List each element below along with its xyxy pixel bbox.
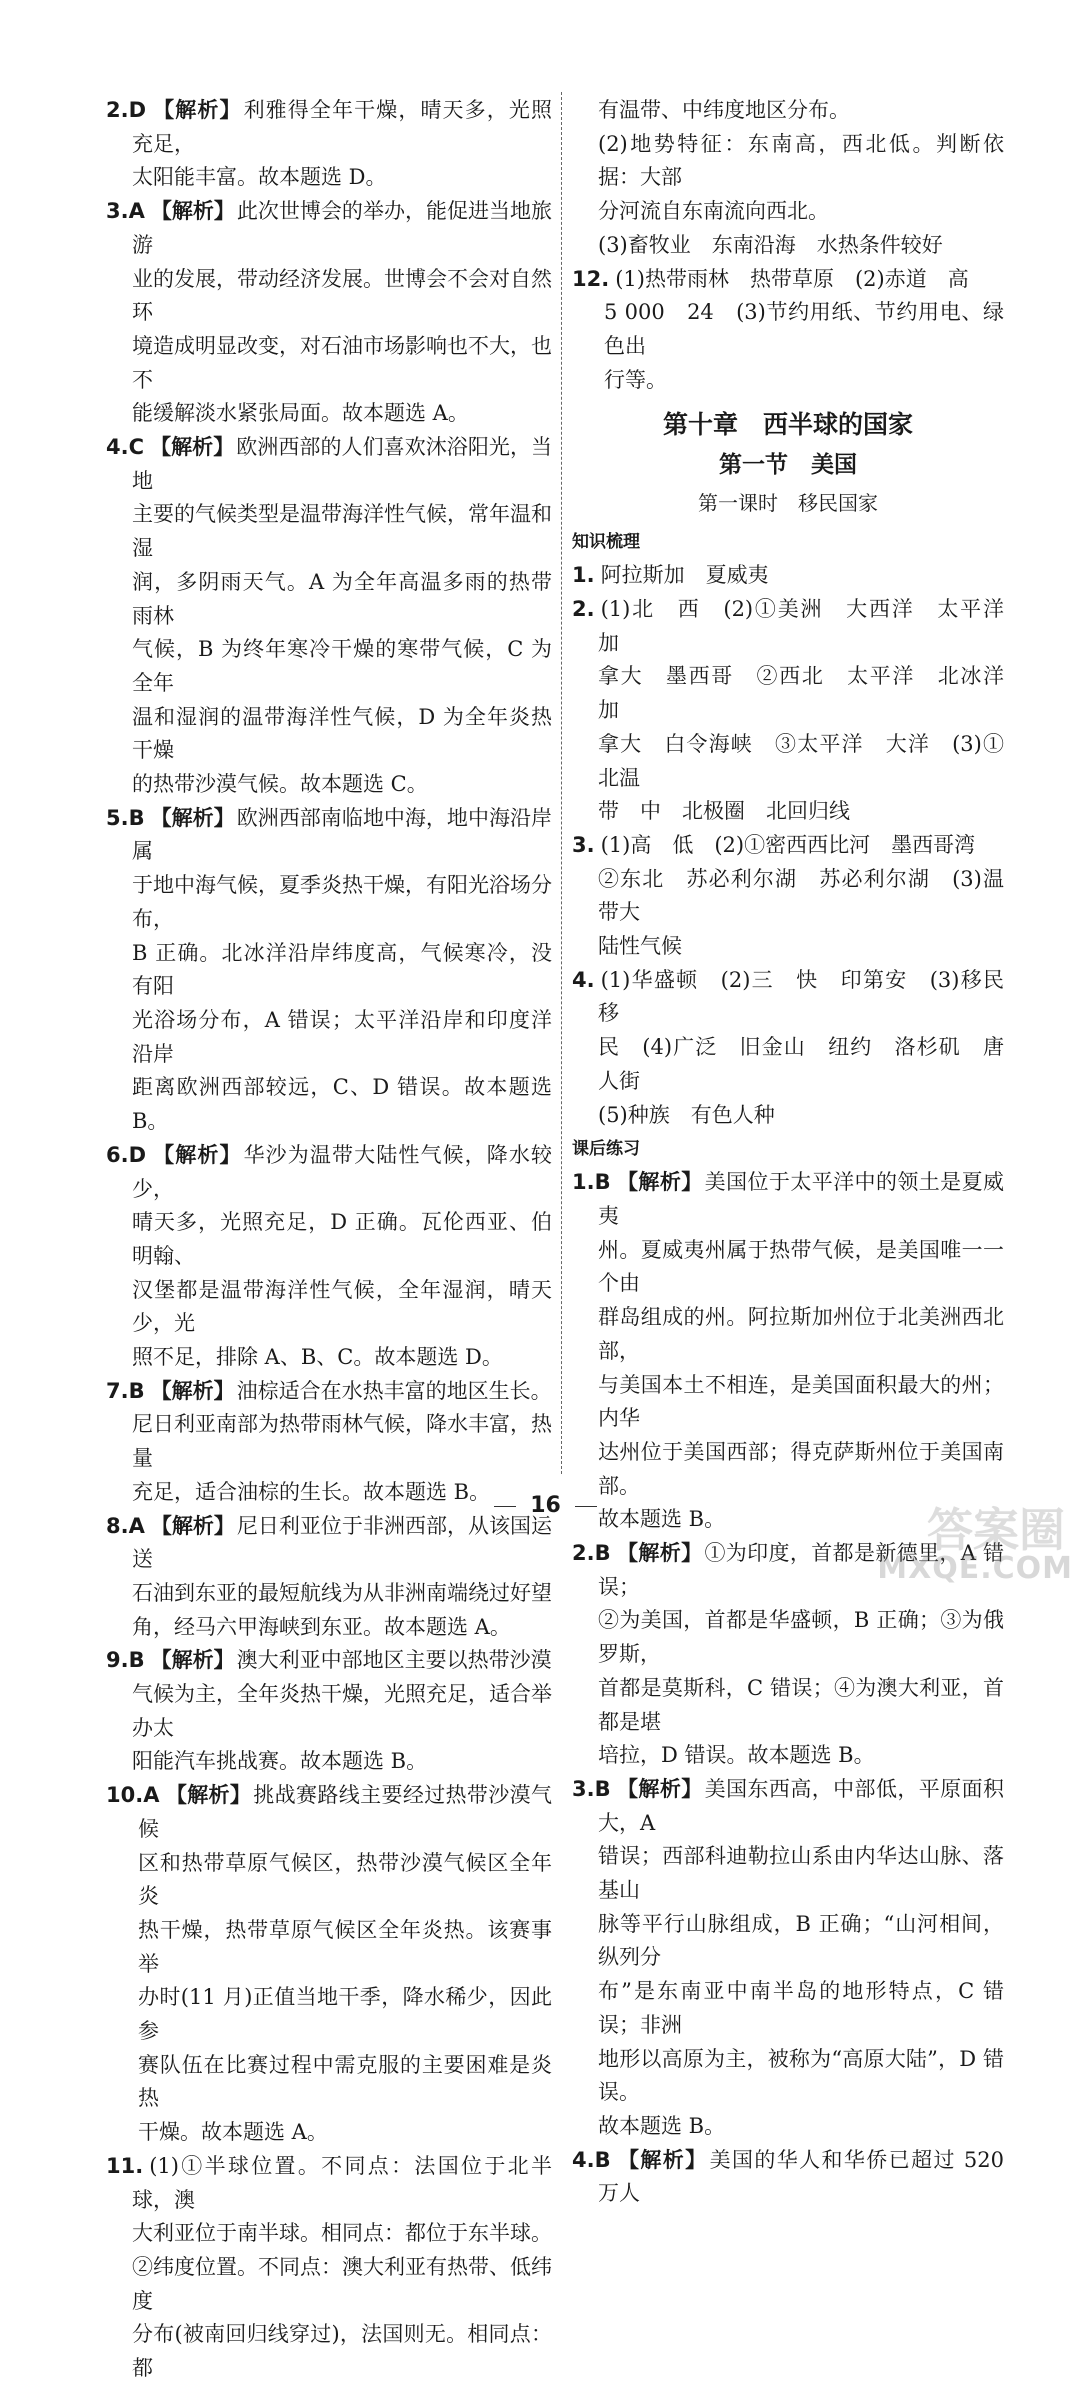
page-dash-right [575, 1506, 597, 1507]
answer-line: 主要的气候类型是温带海洋性气候，常年温和湿 [132, 502, 552, 561]
answer-line: 气候，B 为终年寒冷干燥的寒带气候，C 为全年 [132, 637, 552, 695]
answer-number: 3. [572, 832, 595, 857]
answer-line: 阿拉斯加 夏威夷 [600, 563, 769, 588]
answer-line: 美国的华人和华侨已超过 520 万人 [598, 2147, 1004, 2206]
answer-line: 此次世博会的举办，能促进当地旅游 [132, 199, 553, 257]
answer-item [106, 1375, 552, 1510]
answer-line: 挑战赛路线主要经过热带沙漠气候 [138, 1783, 553, 1841]
answer-line: 于地中海气候，夏季炎热干燥，有阳光浴场分布， [132, 873, 552, 931]
answer-line: B 正确。北冰洋沿岸纬度高，气候寒冷，没有阳 [132, 940, 552, 999]
answer-line: 陆性气候 [598, 934, 682, 959]
answer-line: 错误；西部科迪勒拉山系由内华达山脉、落基山 [598, 1844, 1004, 1903]
answer-item [106, 2150, 552, 2386]
right-column [572, 94, 1025, 2211]
answer-line: 干燥。故本题选 A。 [138, 2120, 328, 2145]
answer-line: 故本题选 B。 [598, 1507, 726, 1532]
answer-line: 脉等平行山脉组成，B 正确；“山河相间，纵列分 [598, 1911, 1004, 1970]
answer-line: 民 (4)广泛 旧金山 纽约 洛杉矶 唐人街 [598, 1035, 1004, 1093]
answer-line: 尼日利亚南部为热带雨林气候，降水丰富，热量 [132, 1412, 552, 1471]
answer-line: 赛队伍在比赛过程中需克服的主要困难是炎热 [138, 2052, 552, 2111]
answer-number: 1. [572, 563, 595, 588]
analysis-tag: 【解析】 [616, 1776, 703, 1801]
analysis-tag: 【解析】 [152, 1142, 242, 1167]
answer-number: 10.A [106, 1783, 160, 1808]
answer-line: 距离欧洲西部较远，C、D 错误。故本题选 B。 [132, 1075, 552, 1134]
analysis-tag: 【解析】 [150, 435, 235, 460]
answer-item [572, 1773, 1004, 2144]
answer-line: 州。夏威夷州属于热带气候，是美国唯一一个由 [598, 1237, 1004, 1296]
answer-item [572, 2144, 1004, 2211]
practice-list [572, 1166, 1004, 2211]
answer-line: 汉堡都是温带海洋性气候，全年湿润，晴天少，光 [132, 1277, 552, 1336]
answer-line: (3)畜牧业 东南沿海 水热条件较好 [598, 232, 943, 257]
answer-number: 3.A [106, 199, 145, 224]
page-dash-left [494, 1506, 516, 1507]
answer-line: 办时(11 月)正值当地干季，降水稀少，因此参 [138, 1985, 552, 2044]
answer-line: (1)①半球位置。不同点：法国位于北半球，澳 [132, 2153, 552, 2212]
answer-line: 欧洲西部的人们喜欢沐浴阳光，当地 [132, 435, 553, 493]
answer-line: 分河流自东南流向西北。 [598, 199, 829, 224]
answer-number: 4.B [572, 2147, 611, 2172]
answer-number: 2. [572, 597, 595, 622]
answer-number: 4. [572, 967, 595, 992]
column-divider [561, 92, 562, 1474]
answer-item [106, 94, 552, 195]
answer-line: 照不足，排除 A、B、C。故本题选 D。 [132, 1345, 503, 1370]
answer-item [572, 559, 1004, 593]
answer-item [572, 1166, 1004, 1537]
answer-line: ②东北 苏必利尔湖 苏必利尔湖 (3)温带大 [598, 866, 1004, 925]
answer-line: (1)华盛顿 (2)三 快 印第安 (3)移民 移 [598, 967, 1025, 1026]
answer-number: 2.B [572, 1541, 611, 1566]
answer-number: 3.B [572, 1776, 611, 1801]
answer-item [572, 593, 1025, 829]
heading-knowledge: 知识梳理 [572, 532, 640, 553]
chapter-title: 第十章 西半球的国家 [662, 410, 913, 440]
answer-number: 11. [106, 2153, 144, 2178]
answer-item [572, 964, 1025, 1133]
answer-line: ②纬度位置。不同点：澳大利亚有热带、低纬度 [132, 2255, 552, 2313]
answer-item [106, 1510, 552, 1645]
answer-item [106, 802, 552, 1139]
analysis-tag: 【解析】 [152, 98, 242, 122]
answer-line: 首都是莫斯科，C 错误；④为澳大利亚，首都是堪 [598, 1675, 1004, 1734]
watermark [873, 1494, 1073, 1586]
answer-line: 的热带沙漠气候。故本题选 C。 [132, 772, 428, 797]
answer-number: 6.D [106, 1142, 147, 1167]
answer-line: 光浴场分布，A 错误；太平洋沿岸和印度洋沿岸 [132, 1007, 552, 1066]
answer-line: 欧洲西部南临地中海，地中海沿岸属 [132, 805, 553, 864]
left-column [106, 94, 552, 2386]
answer-line: 故本题选 B。 [598, 2113, 726, 2138]
answer-line: 区和热带草原气候区，热带沙漠气候区全年炎 [138, 1850, 552, 1909]
answer-line: (1)高 低 (2)①密西西比河 墨西哥湾 [600, 832, 976, 857]
analysis-tag: 【解析】 [150, 199, 235, 224]
answer-line: 热干燥，热带草原气候区全年炎热。该赛事举 [138, 1917, 552, 1976]
answer-line: 润，多阴雨天气。A 为全年高温多雨的热带雨林 [132, 569, 552, 628]
answer-line: 充足，适合油棕的生长。故本题选 B。 [132, 1479, 491, 1504]
answer-number: 2.D [106, 98, 147, 122]
answer-number: 1.B [572, 1170, 611, 1195]
answer-number: 12. [572, 266, 610, 291]
answer-line: 分布(被南回归线穿过)，法国则无。相同点：都 [132, 2322, 552, 2381]
answer-line: (5)种族 有色人种 [598, 1102, 775, 1127]
answer-line: 油棕适合在水热丰富的地区生长。 [236, 1378, 552, 1403]
answer-line: 利雅得全年干燥，晴天多，光照充足， [132, 98, 552, 156]
answer-line: 气候为主，全年炎热干燥，光照充足，适合举办太 [132, 1682, 552, 1740]
lesson-title: 第一课时 移民国家 [698, 491, 878, 516]
answer-line: 美国东西高，中部低，平原面积大，A [598, 1776, 1005, 1835]
section-title: 第一节 美国 [719, 452, 857, 479]
analysis-tag: 【解析】 [165, 1783, 252, 1808]
answer-item [572, 829, 1004, 964]
answer-line: (1)北 西 (2)①美洲 大西洋 太平洋 加 [598, 597, 1025, 655]
answer-line: 拿大 墨西哥 ②西北 太平洋 北冰洋 加 [598, 664, 1025, 723]
answer-line: 美国位于太平洋中的领土是夏威夷 [598, 1170, 1005, 1228]
answer-line: 澳大利亚中部地区主要以热带沙漠 [236, 1648, 552, 1673]
heading-practice: 课后练习 [572, 1139, 640, 1160]
answer-number: 7.B [106, 1378, 145, 1403]
answer-line: 带 中 北极圈 北回归线 [598, 799, 850, 824]
answer-item [572, 263, 1004, 398]
answer-line: 群岛组成的州。阿拉斯加州位于北美洲西北部， [598, 1305, 1004, 1363]
answer-line: 有温带、中纬度地区分布。 [598, 98, 850, 122]
watermark-url: MXQE.COM [877, 1551, 1073, 1586]
answer-line: 能缓解淡水紧张局面。故本题选 A。 [132, 401, 469, 426]
analysis-tag: 【解析】 [150, 805, 235, 830]
analysis-tag: 【解析】 [150, 1378, 235, 1403]
answer-line: 业的发展，带动经济发展。世博会不会对自然环 [132, 266, 552, 325]
answer-line: 角，经马六甲海峡到东亚。故本题选 A。 [132, 1614, 511, 1639]
answer-line: 拿大 白令海峡 ③太平洋 大洋 (3)①北温 [598, 731, 1004, 790]
answer-line: 境造成明显改变，对石油市场影响也不大，也不 [132, 333, 552, 392]
answer-line: 地形以高原为主，被称为“高原大陆”，D 错误。 [598, 2046, 1004, 2105]
watermark-logo: 答案圈 [927, 1503, 1065, 1557]
answer-line: 太阳能丰富。故本题选 D。 [132, 165, 387, 190]
knowledge-list [572, 559, 1025, 1132]
answer-line: 与美国本土不相连，是美国面积最大的州；内华 [598, 1372, 1004, 1431]
answer-number: 9.B [106, 1648, 145, 1673]
page-number-text: 16 [530, 1493, 561, 1518]
answer-line: 大利亚位于南半球。相同点：都位于东半球。 [132, 2221, 552, 2246]
answer-item [106, 1779, 552, 2150]
answer-line: 5 000 24 (3)节约用纸、节约用电、绿色出 [604, 300, 1004, 358]
answer-number: 5.B [106, 805, 145, 830]
answer-line: ①为印度，首都是新德里，A 错误； [598, 1541, 1005, 1599]
answer-item [106, 1644, 552, 1779]
answer-item [106, 195, 552, 431]
answer-line: 行等。 [604, 367, 667, 392]
answer-line: 达州位于美国西部；得克萨斯州位于美国南部。 [598, 1439, 1004, 1498]
answer-line: 石油到东亚的最短航线为从非洲南端绕过好望 [132, 1580, 552, 1605]
analysis-tag: 【解析】 [150, 1648, 235, 1673]
analysis-tag: 【解析】 [616, 2147, 708, 2172]
answer-line: 布”是东南亚中南半岛的地形特点，C 错误；非洲 [598, 1979, 1004, 2037]
answer-continuation [572, 94, 1004, 397]
answer-item [106, 1139, 552, 1375]
answer-number: 8.A [106, 1513, 145, 1538]
answer-line: 晴天多，光照充足，D 正确。瓦伦西亚、伯明翰、 [132, 1210, 552, 1268]
answer-line: 尼日利亚位于非洲西部，从该国运送 [132, 1513, 553, 1572]
answer-line: 华沙为温带大陆性气候，降水较少， [132, 1142, 552, 1201]
answer-line: ②为美国，首都是华盛顿，B 正确；③为俄罗斯， [598, 1608, 1004, 1667]
answer-line: 阳能汽车挑战赛。故本题选 B。 [132, 1749, 428, 1774]
answer-line: (2)地势特征：东南高，西北低。判断依据：大部 [598, 131, 1004, 190]
answer-number: 4.C [106, 435, 145, 460]
answer-line: 培拉，D 错误。故本题选 B。 [598, 1743, 875, 1768]
answer-item [106, 431, 552, 802]
answer-item-continuation [572, 94, 1004, 263]
answer-line: 温和湿润的温带海洋性气候，D 为全年炎热干燥 [132, 704, 552, 763]
analysis-tag: 【解析】 [616, 1170, 703, 1195]
analysis-tag: 【解析】 [616, 1541, 703, 1566]
analysis-tag: 【解析】 [150, 1513, 235, 1538]
answer-line: (1)热带雨林 热带草原 (2)赤道 高 [615, 266, 969, 291]
